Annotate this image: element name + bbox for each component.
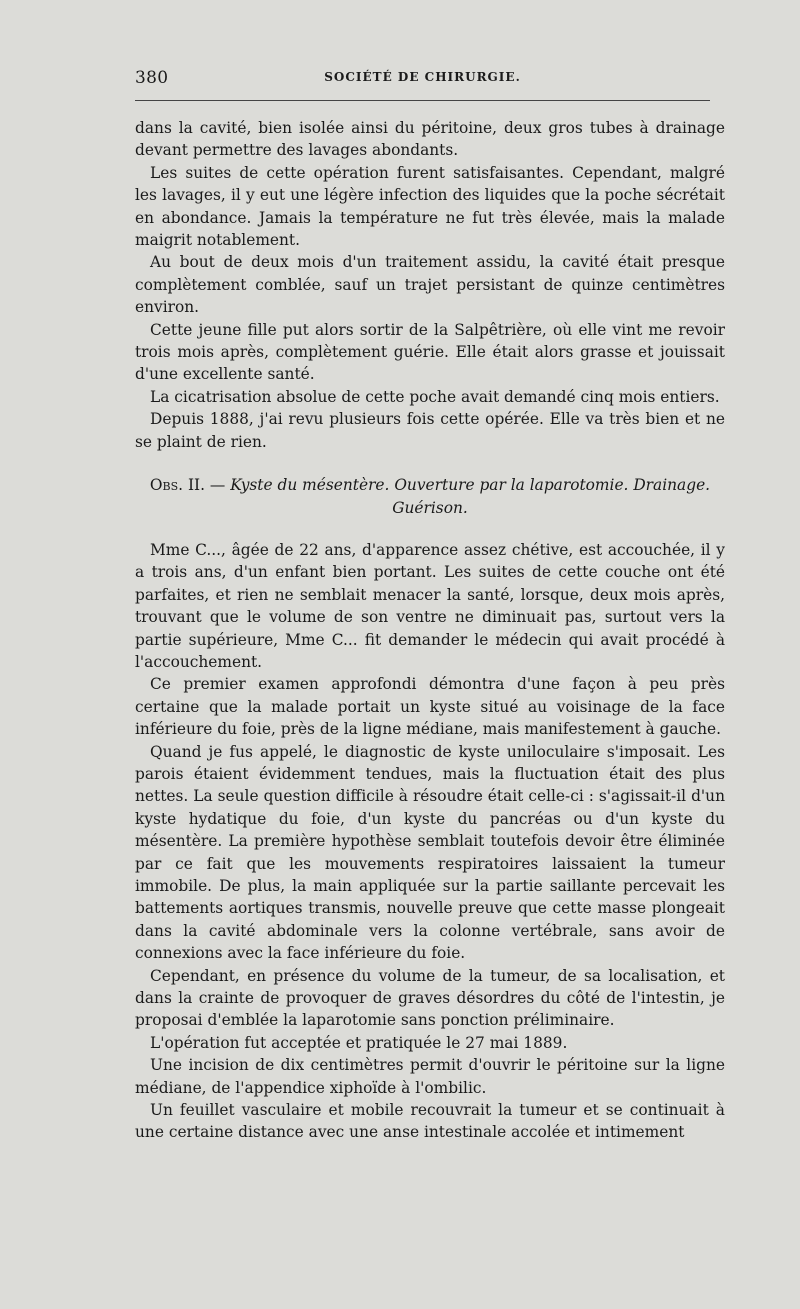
paragraph: Les suites de cette opération furent satisfaisantes. Cependant, malgré les lavages, il y eut une légère infection des liquides que la poche sécrétait en abondance. Jamais la température ne fut très élevée, mais la malade maigrit notablement. (135, 163, 725, 250)
observation-dash: — (209, 476, 226, 495)
observation-label: Obs. II. (149, 476, 205, 495)
page-header (135, 68, 710, 90)
observation-title: Kyste du mésentère. Ouverture par la laparotomie. Drainage. Guérison. (230, 476, 711, 517)
paragraph: L'opération fut acceptée et pratiquée le 27 mai 1889. (150, 1033, 568, 1052)
paragraph: La cicatrisation absolue de cette poche avait demandé cinq mois entiers. (150, 387, 720, 406)
paragraph: Cependant, en présence du volume de la tumeur, de sa localisation, et dans la crainte de provoquer de graves désordres du côté de l'intestin, je proposai d'emblée la laparotomie sans ponction préliminaire. (135, 966, 725, 1030)
running-title: SOCIÉTÉ DE CHIRURGIE. (324, 70, 521, 84)
observation-heading (135, 474, 725, 519)
page-number: 380 (135, 68, 169, 88)
paragraph: Quand je fus appelé, le diagnostic de kyste uniloculaire s'imposait. Les parois étaient évidemment tendues, mais la fluctuation était des plus nettes. La seule question difficile à résoudre était celle-ci : s'agissait-il d'un kyste hydatique du foie, d'un kyste du pancréas ou d'un kyste du mésentère. La première hypothèse semblait toutefois devoir être éliminée par ce fait que les mouvements respiratoires laissaient la tumeur immobile. De plus, la main appliquée sur la partie saillante percevait les battements aortiques transmis, nouvelle preuve que cette masse plongeait dans la cavité abdominale vers la colonne vertébrale, sans avoir de connexions avec la face inférieure du foie. (135, 742, 725, 963)
paragraph: Ce premier examen approfondi démontra d'une façon à peu près certaine que la malade portait un kyste situé au voisinage de la face inférieure du foie, près de la ligne médiane, mais manifestement à gauche. (135, 675, 725, 739)
paragraph: Une incision de dix centimètres permit d'ouvrir le péritoine sur la ligne médiane, de l'appendice xiphoïde à l'ombilic. (135, 1056, 725, 1097)
body-text (135, 117, 725, 1144)
paragraph: Depuis 1888, j'ai revu plusieurs fois cette opérée. Elle va très bien et ne se plaint de rien. (135, 410, 725, 451)
paragraph: Mme C..., âgée de 22 ans, d'apparence assez chétive, est accouchée, il y a trois ans, d'un enfant bien portant. Les suites de cette couche ont été parfaites, et rien ne semblait menacer la santé, lorsque, deux mois après, trouvant que le volume de son ventre ne diminuait pas, surtout vers la partie supérieure, Mme C... fit demander le médecin qui avait procédé à l'accouchement. (135, 540, 725, 671)
paragraph: Au bout de deux mois d'un traitement assidu, la cavité était presque complètement comblée, sauf un trajet persistant de quinze centimètres environ. (135, 253, 725, 317)
paragraph: Cette jeune fille put alors sortir de la Salpêtrière, où elle vint me revoir trois mois après, complètement guérie. Elle était alors grasse et jouissait d'une excellente santé. (135, 320, 725, 384)
paragraph: Un feuillet vasculaire et mobile recouvrait la tumeur et se continuait à une certaine distance avec une anse intestinale accolée et intimement (135, 1101, 725, 1142)
header-rule (135, 100, 710, 101)
paragraph: dans la cavité, bien isolée ainsi du péritoine, deux gros tubes à drainage devant permettre des lavages abondants. (135, 119, 725, 160)
